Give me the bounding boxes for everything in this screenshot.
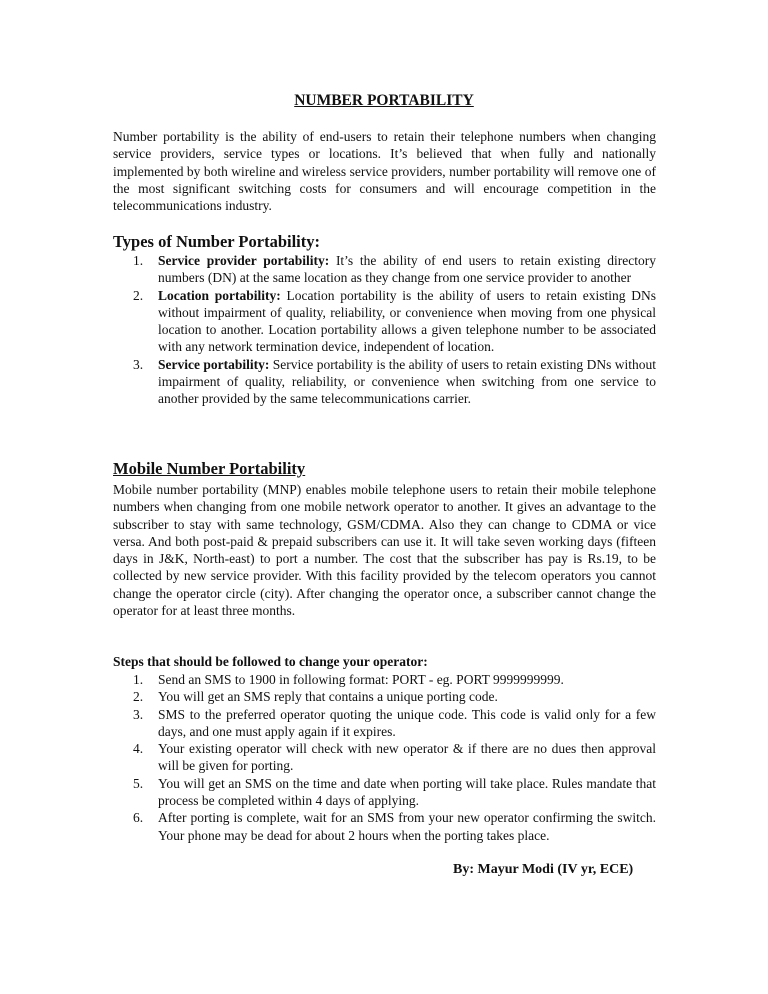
- type-description: Service portability is the ability of users to retain existing DNs without impairment of quality, reliability, or convenience when switching from one service to another provided by the same telecommunications carrier.: [158, 356, 656, 407]
- steps-list-item: [113, 809, 656, 844]
- steps-list-item: [113, 706, 656, 741]
- list-number: 5.: [133, 775, 144, 791]
- author-byline: By: Mayur Modi (IV yr, ECE): [453, 862, 634, 877]
- type-description: Location portability is the ability of users to retain existing DNs without impairment of quality, reliability, or convenience when moving from one physical location to another. Location portability allows a given telephone number to be associated with any network termination device, independent of location.: [158, 287, 657, 355]
- steps-list: [113, 671, 656, 844]
- step-text: SMS to the preferred operator quoting the unique code. This code is valid only for a few days, and one must apply again if it expires.: [158, 706, 656, 739]
- steps-heading: Steps that should be followed to change your operator:: [113, 654, 428, 669]
- type-term: Service provider portability:: [158, 253, 330, 268]
- mnp-heading: Mobile Number Portability: [113, 459, 306, 478]
- types-list-item: [113, 252, 656, 287]
- types-list: [113, 252, 656, 408]
- step-text: After porting is complete, wait for an SMS from your new operator confirming the switch. Your phone may be dead for about 2 hours when the porting takes place.: [158, 810, 656, 843]
- list-number: 3.: [133, 356, 144, 372]
- steps-list-item: [113, 688, 656, 705]
- types-heading: Types of Number Portability:: [113, 232, 320, 251]
- list-number: 1.: [133, 672, 144, 687]
- step-text: You will get an SMS on the time and date when porting will take place. Rules mandate that process be completed within 4 days of applying.: [158, 775, 656, 809]
- list-number: 1.: [133, 253, 144, 268]
- steps-list-item: [113, 671, 656, 688]
- step-text: You will get an SMS reply that contains a unique porting code.: [158, 689, 498, 705]
- list-number: 2.: [133, 689, 144, 705]
- types-list-item: [113, 356, 656, 408]
- mnp-paragraph: Mobile number portability (MNP) enables mobile telephone users to retain their mobile telephone numbers when changing from one mobile network operator to another. It gives an advantage to the subscriber to stay with same technology, GSM/CDMA. Also they can change to CDMA or vice versa. And both post-paid & prepaid subscribers can use it. It will take seven working days (fifteen days in J&K, North-east) to port a number. The cost that the subscriber has pay is Rs.19, to be collected by new service provider. With this facility provided by the telecom operators you cannot change the operator circle (city). After changing the operator once, a subscriber cannot change the operator for at least three months.: [113, 482, 656, 619]
- steps-list-item: [113, 740, 656, 775]
- type-term: Service portability:: [158, 356, 270, 372]
- document-title: NUMBER PORTABILITY: [294, 92, 474, 109]
- intro-paragraph: Number portability is the ability of end-users to retain their telephone numbers when changing service providers, service types or locations. It’s believed that when fully and nationally implemented by both wireline and wireless service providers, number portability will remove one of the most significant switching costs for consumers and will encourage competition in the telecommunications industry.: [113, 129, 656, 214]
- step-text: Send an SMS to 1900 in following format: PORT - eg. PORT 9999999999.: [158, 672, 564, 687]
- steps-list-item: [113, 775, 656, 810]
- type-term: Location portability:: [158, 287, 281, 303]
- type-description: It’s the ability of end users to retain existing directory numbers (DN) at the same location as they change from one service provider to another: [158, 253, 656, 286]
- list-number: 6.: [133, 810, 144, 826]
- step-text: Your existing operator will check with new operator & if there are no dues then approval will be given for porting.: [158, 741, 656, 774]
- list-number: 3.: [133, 706, 144, 722]
- list-number: 4.: [133, 741, 144, 757]
- list-number: 2.: [133, 287, 144, 303]
- types-list-item: [113, 287, 656, 356]
